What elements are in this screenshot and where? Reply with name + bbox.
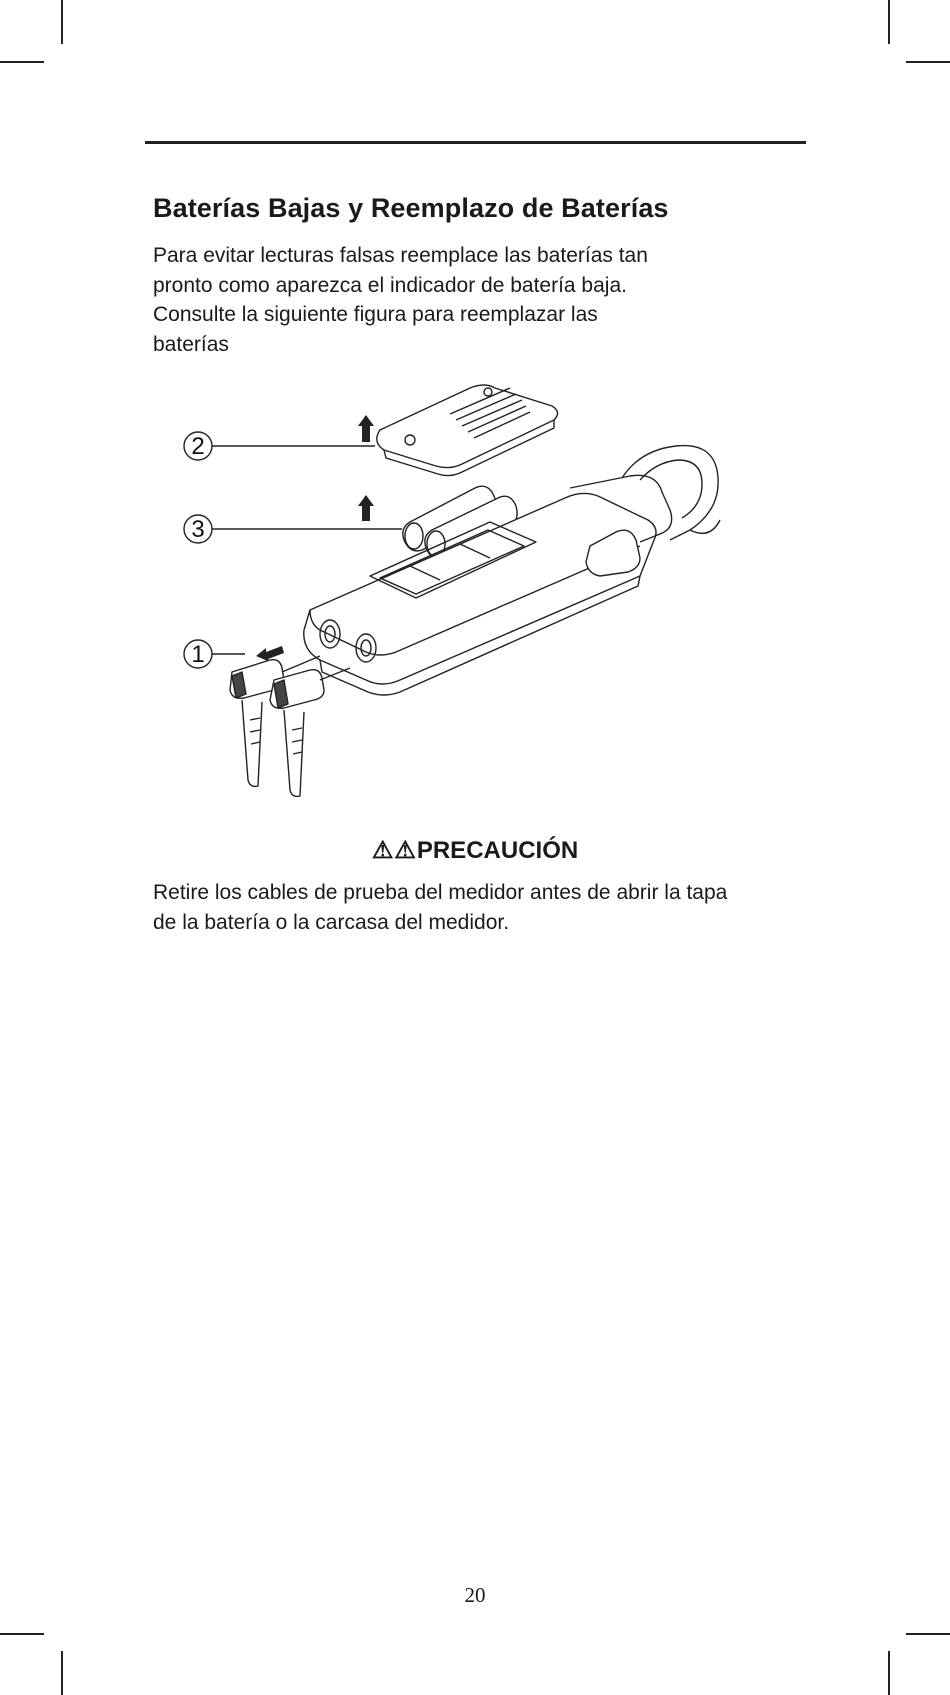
intro-line: pronto como aparezca el indicador de batería baja. — [153, 273, 627, 297]
header-rule — [145, 141, 806, 144]
crop-mark — [0, 1633, 44, 1635]
callout-number: 2 — [191, 433, 205, 460]
crop-mark — [888, 1651, 890, 1695]
callout-2 — [184, 432, 375, 460]
crop-mark — [906, 61, 950, 63]
caution-paragraph — [153, 878, 813, 937]
crop-mark — [0, 61, 44, 63]
section-title: Baterías Bajas y Reemplazo de Baterías — [153, 193, 669, 223]
caution-heading — [0, 836, 950, 865]
caution-line: de la batería o la carcasa del medidor. — [153, 910, 510, 934]
clamp-meter-illustration — [304, 446, 720, 695]
crop-mark — [888, 0, 890, 44]
arrow-up-icon — [358, 415, 374, 442]
page-number: 20 — [464, 1583, 486, 1607]
crop-mark — [906, 1633, 950, 1635]
intro-paragraph — [153, 241, 753, 359]
intro-line: Consulte la siguiente figura para reemplazar las — [153, 303, 598, 326]
battery-replacement-figure — [170, 380, 790, 800]
crop-mark — [61, 0, 63, 44]
caution-title: PRECAUCIÓN — [416, 837, 579, 864]
callout-number: 1 — [191, 641, 205, 668]
warning-icon: ⚠⚠ — [371, 837, 417, 864]
intro-line: baterías — [153, 332, 229, 356]
caution-line: Retire los cables de prueba del medidor antes de abrir la tapa — [153, 881, 728, 904]
intro-line: Para evitar lecturas falsas reemplace las baterías tan — [153, 244, 648, 267]
callout-number: 3 — [191, 516, 205, 543]
battery-cover-illustration — [377, 385, 558, 476]
crop-mark — [61, 1651, 63, 1695]
arrow-up-icon — [358, 495, 374, 521]
